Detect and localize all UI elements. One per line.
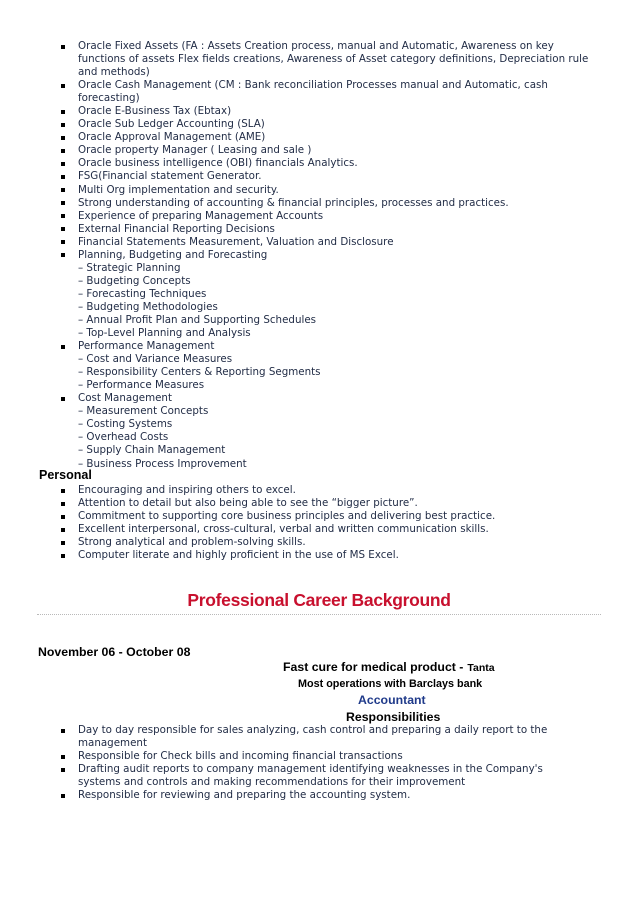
list-item: [58, 523, 603, 536]
list-item: [58, 157, 603, 170]
list-item: [58, 724, 578, 750]
sub-item: – Performance Measures: [78, 379, 205, 392]
list-item: [58, 144, 603, 157]
list-item-text: Oracle Cash Management (CM : Bank reconciliation Processes manual and Automatic, cash forecasting): [78, 79, 548, 105]
list-item: [58, 484, 603, 497]
personal-heading: Personal: [39, 468, 92, 482]
list-item: [58, 249, 603, 340]
list-item-text: Financial Statements Measurement, Valuation and Disclosure: [78, 235, 394, 248]
list-item: [58, 118, 603, 131]
list-item-text: Encouraging and inspiring others to excel.: [78, 484, 296, 496]
responsibilities-heading: Responsibilities: [346, 710, 441, 724]
list-item: [58, 40, 603, 79]
operations-note: Most operations with Barclays bank: [298, 678, 483, 690]
list-item: [58, 223, 603, 236]
employment-dates: November 06 - October 08: [38, 645, 191, 659]
sub-item: – Measurement Concepts: [78, 405, 209, 418]
list-item: [58, 392, 603, 470]
list-item: [58, 789, 578, 802]
sub-item: – Costing Systems: [78, 418, 173, 431]
list-item-text: Day to day responsible for sales analyzing, cash control and preparing a daily report to the management: [78, 724, 548, 750]
list-item: [58, 131, 603, 144]
responsibilities-list: [58, 724, 578, 802]
list-item-text: Strong analytical and problem-solving skills.: [78, 536, 306, 549]
list-item-text: Experience of preparing Management Accounts: [78, 209, 324, 222]
list-item: [58, 236, 603, 249]
sub-item: – Annual Profit Plan and Supporting Schedules: [78, 313, 317, 326]
list-item-text: Cost Management: [78, 392, 172, 405]
list-item-text: Planning, Budgeting and Forecasting: [78, 248, 268, 261]
list-item: [58, 197, 603, 210]
list-item-text: Strong understanding of accounting & financial principles, processes and practices.: [78, 196, 509, 209]
list-item: [58, 549, 603, 562]
sub-item: – Supply Chain Management: [78, 444, 226, 457]
company-line: [283, 660, 495, 674]
list-item-text: FSG(Financial statement Generator.: [78, 170, 262, 183]
list-item: [58, 763, 578, 789]
list-item-text: Oracle Approval Management (AME): [78, 131, 266, 144]
list-item-text: Oracle Fixed Assets (FA : Assets Creation process, manual and Automatic, Awareness on key functions of assets Flex fields creations, Awareness of Asset category definitions, Depreciation rule and methods): [78, 40, 589, 79]
sub-item: – Responsibility Centers & Reporting Segments: [78, 366, 321, 379]
sub-item: – Top-Level Planning and Analysis: [78, 327, 251, 340]
career-heading: Professional Career Background: [187, 590, 451, 610]
sub-item: – Budgeting Methodologies: [78, 300, 218, 313]
sub-item: – Business Process Improvement: [78, 457, 247, 470]
sub-item: – Forecasting Techniques: [78, 287, 207, 300]
personal-list: [58, 484, 603, 562]
list-item-text: Multi Org implementation and security.: [78, 183, 279, 196]
job-title: Accountant: [358, 693, 426, 707]
list-item: [58, 510, 603, 523]
sub-item: – Budgeting Concepts: [78, 274, 191, 287]
list-item-text: Oracle Sub Ledger Accounting (SLA): [78, 118, 265, 131]
list-item: [58, 536, 603, 549]
list-item: [58, 105, 603, 118]
list-item-text: Excellent interpersonal, cross-cultural, verbal and written communication skills.: [78, 523, 489, 536]
list-item-text: Responsible for Check bills and incoming financial transactions: [78, 750, 403, 763]
skills-list: [58, 40, 603, 471]
sub-item: – Cost and Variance Measures: [78, 353, 233, 366]
list-item: [58, 750, 578, 763]
list-item: [58, 170, 603, 183]
list-item: [58, 79, 603, 105]
list-item-text: Oracle property Manager ( Leasing and sale ): [78, 144, 312, 157]
list-item-text: Attention to detail but also being able to see the “bigger picture”.: [78, 497, 418, 510]
list-item: [58, 340, 603, 392]
list-item-text: Oracle E-Business Tax (Ebtax): [78, 105, 232, 118]
sub-item: – Overhead Costs: [78, 431, 169, 444]
list-item-text: Computer literate and highly proficient in the use of MS Excel.: [78, 549, 399, 562]
list-item: [58, 184, 603, 197]
list-item-text: Drafting audit reports to company management identifying weaknesses in the Company's systems and controls and making recommendations for their improvement: [78, 763, 543, 789]
list-item: [58, 210, 603, 223]
list-item-text: Commitment to supporting core business principles and delivering best practice.: [78, 510, 496, 523]
list-item-text: Oracle business intelligence (OBI) financials Analytics.: [78, 157, 358, 170]
list-item-text: External Financial Reporting Decisions: [78, 222, 275, 235]
list-item-text: Responsible for reviewing and preparing the accounting system.: [78, 789, 411, 802]
company-location: Tanta: [467, 662, 495, 674]
section-divider: [37, 614, 601, 615]
sub-item: – Strategic Planning: [78, 261, 181, 274]
list-item-text: Performance Management: [78, 340, 215, 353]
list-item: [58, 497, 603, 510]
company-name: Fast cure for medical product -: [283, 660, 464, 674]
